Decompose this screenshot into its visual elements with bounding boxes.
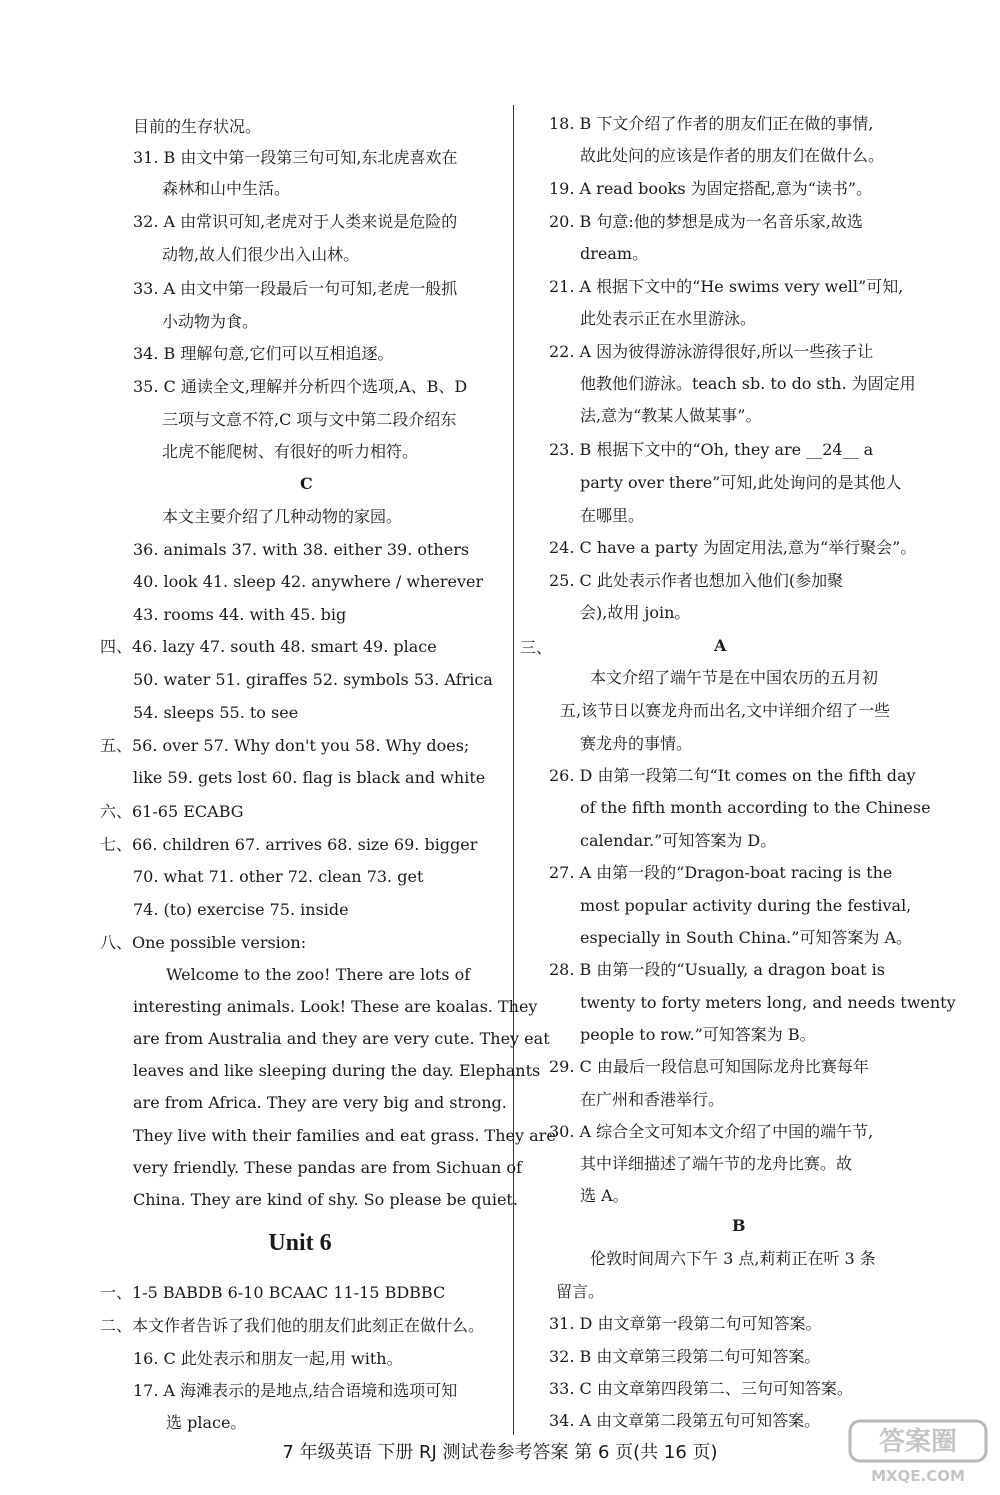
section-heading-b: B [732, 1216, 746, 1235]
answer-row: 36. animals 37. with 38. either 39. others [133, 540, 470, 559]
answer-29: 29. C 由最后一段信息可知国际龙舟比赛每年 [549, 1057, 869, 1076]
answer-24: 24. C have a party 为固定用法,意为“举行聚会”。 [549, 538, 917, 557]
answer-row: 70. what 71. other 72. clean 73. get [133, 867, 424, 886]
answer-row: 54. sleeps 55. to see [133, 703, 299, 722]
passage-summary: 本文介绍了端午节是在中国农历的五月初 [590, 668, 879, 687]
text-line: party over there”可知,此处询问的是其他人 [580, 473, 902, 492]
essay-line: They live with their families and eat grass. They are [133, 1126, 556, 1145]
column-divider [513, 105, 514, 1435]
section-seven: 七、66. children 67. arrives 68. size 69. bigger [100, 835, 478, 854]
section-five: 五、56. over 57. Why don't you 58. Why does; [100, 736, 470, 755]
passage-summary: 伦敦时间周六下午 3 点,莉莉正在听 3 条 [590, 1249, 876, 1268]
answer-18: 18. B 下文介绍了作者的朋友们正在做的事情, [549, 114, 874, 133]
answer-31: 31. B 由文中第一段第三句可知,东北虎喜欢在 [133, 148, 458, 167]
essay-line: leaves and like sleeping during the day. Elephants [133, 1061, 541, 1080]
text-line: 小动物为食。 [162, 312, 259, 331]
text-line: especially in South China.”可知答案为 A。 [580, 928, 913, 947]
text-line: twenty to forty meters long, and needs twenty [580, 993, 956, 1012]
text-line: 他教他们游泳。teach sb. to do sth. 为固定用 [580, 374, 916, 393]
essay-line: interesting animals. Look! These are koalas. They [133, 997, 538, 1016]
answer-row: 50. water 51. giraffes 52. symbols 53. Africa [133, 670, 493, 689]
section-two: 二、本文作者告诉了我们他的朋友们此刻正在做什么。 [100, 1316, 485, 1335]
text-line: 森林和山中生活。 [162, 179, 291, 198]
text-line: dream。 [580, 244, 649, 263]
answer-30: 30. A 综合全文可知本文介绍了中国的端午节, [549, 1122, 874, 1141]
text-line: of the fifth month according to the Chinese [580, 798, 931, 817]
answer-23: 23. B 根据下文中的“Oh, they are __24__ a [549, 440, 874, 459]
answer-34b: 34. A 由文章第二段第五句可知答案。 [549, 1411, 821, 1430]
essay-line: Welcome to the zoo! There are lots of [166, 965, 471, 984]
answer-19: 19. A read books 为固定搭配,意为“读书”。 [549, 179, 873, 198]
section-heading-a: A [714, 636, 727, 655]
text-line: calendar.”可知答案为 D。 [580, 831, 777, 850]
text-line: 在哪里。 [580, 506, 645, 525]
section-one: 一、1-5 BABDB 6-10 BCAAC 11-15 BDBBC [100, 1283, 446, 1302]
text-line: 目前的生存状况。 [133, 117, 262, 136]
essay-line: are from Africa. They are very big and strong. [133, 1093, 507, 1112]
watermark-logo [848, 1417, 988, 1487]
answer-20: 20. B 句意:他的梦想是成为一名音乐家,故选 [549, 212, 863, 231]
answer-31b: 31. D 由文章第一段第二句可知答案。 [549, 1314, 822, 1333]
section-eight: 八、One possible version: [100, 933, 307, 952]
text-line: 三项与文意不符,C 项与文中第二段介绍东 [162, 410, 457, 429]
svg-text:答案圈: 答案圈 [878, 1427, 958, 1457]
essay-line: China. They are kind of shy. So please be quiet. [133, 1190, 518, 1209]
section-three: 三、 [520, 638, 553, 657]
text-line: 会),故用 join。 [580, 603, 691, 622]
unit-title: Unit 6 [268, 1230, 332, 1256]
answer-33: 33. A 由文中第一段最后一句可知,老虎一般抓 [133, 279, 458, 298]
answer-16: 16. C 此处表示和朋友一起,用 with。 [133, 1349, 403, 1368]
answer-35: 35. C 通读全文,理解并分析四个选项,A、B、D [133, 377, 468, 396]
answer-33b: 33. C 由文章第四段第二、三句可知答案。 [549, 1379, 853, 1398]
text-line: 动物,故人们很少出入山林。 [162, 245, 360, 264]
text-line: 选 A。 [580, 1186, 629, 1205]
section-heading-c: C [300, 474, 313, 493]
text-line: 法,意为“教某人做某事”。 [580, 406, 762, 425]
answer-34: 34. B 理解句意,它们可以互相追逐。 [133, 344, 394, 363]
answer-row: 43. rooms 44. with 45. big [133, 605, 347, 624]
answer-28: 28. B 由第一段的“Usually, a dragon boat is [549, 960, 885, 979]
answer-25: 25. C 此处表示作者也想加入他们(参加聚 [549, 571, 844, 590]
answer-32b: 32. B 由文章第三段第二句可知答案。 [549, 1347, 821, 1366]
passage-summary: 五,该节日以赛龙舟而出名,文中详细介绍了一些 [560, 701, 891, 720]
answer-26: 26. D 由第一段第二句“It comes on the fifth day [549, 766, 916, 785]
answer-27: 27. A 由第一段的“Dragon-boat racing is the [549, 863, 893, 882]
svg-text:MXQE.COM: MXQE.COM [871, 1467, 965, 1485]
text-line: 此处表示正在水里游泳。 [580, 309, 757, 328]
answer-row: 74. (to) exercise 75. inside [133, 900, 349, 919]
essay-line: are from Australia and they are very cute. They eat [133, 1029, 550, 1048]
text-line: 北虎不能爬树、有很好的听力相符。 [162, 442, 419, 461]
text-line: most popular activity during the festival, [580, 896, 912, 915]
essay-line: very friendly. These pandas are from Sichuan of [133, 1158, 522, 1177]
text-line: people to row.”可知答案为 B。 [580, 1025, 816, 1044]
passage-summary: 本文主要介绍了几种动物的家园。 [162, 507, 403, 526]
text-line: 故此处问的应该是作者的朋友们在做什么。 [580, 146, 885, 165]
answer-row: 40. look 41. sleep 42. anywhere / wherever [133, 572, 484, 591]
page-footer: 7 年级英语 下册 RJ 测试卷参考答案 第 6 页(共 16 页) [282, 1442, 718, 1463]
answer-17: 17. A 海滩表示的是地点,结合语境和选项可知 [133, 1381, 458, 1400]
answer-row: like 59. gets lost 60. flag is black and white [133, 768, 486, 787]
section-four: 四、46. lazy 47. south 48. smart 49. place [100, 637, 437, 656]
answer-22: 22. A 因为彼得游泳游得很好,所以一些孩子让 [549, 342, 874, 361]
passage-summary: 留言。 [556, 1282, 605, 1301]
section-six: 六、61-65 ECABG [100, 802, 244, 821]
text-line: 选 place。 [166, 1413, 247, 1432]
answer-32: 32. A 由常识可知,老虎对于人类来说是危险的 [133, 212, 458, 231]
text-line: 其中详细描述了端午节的龙舟比赛。故 [580, 1154, 853, 1173]
answer-21: 21. A 根据下文中的“He swims very well”可知, [549, 277, 904, 296]
passage-summary: 赛龙舟的事情。 [580, 734, 693, 753]
text-line: 在广州和香港举行。 [580, 1090, 725, 1109]
